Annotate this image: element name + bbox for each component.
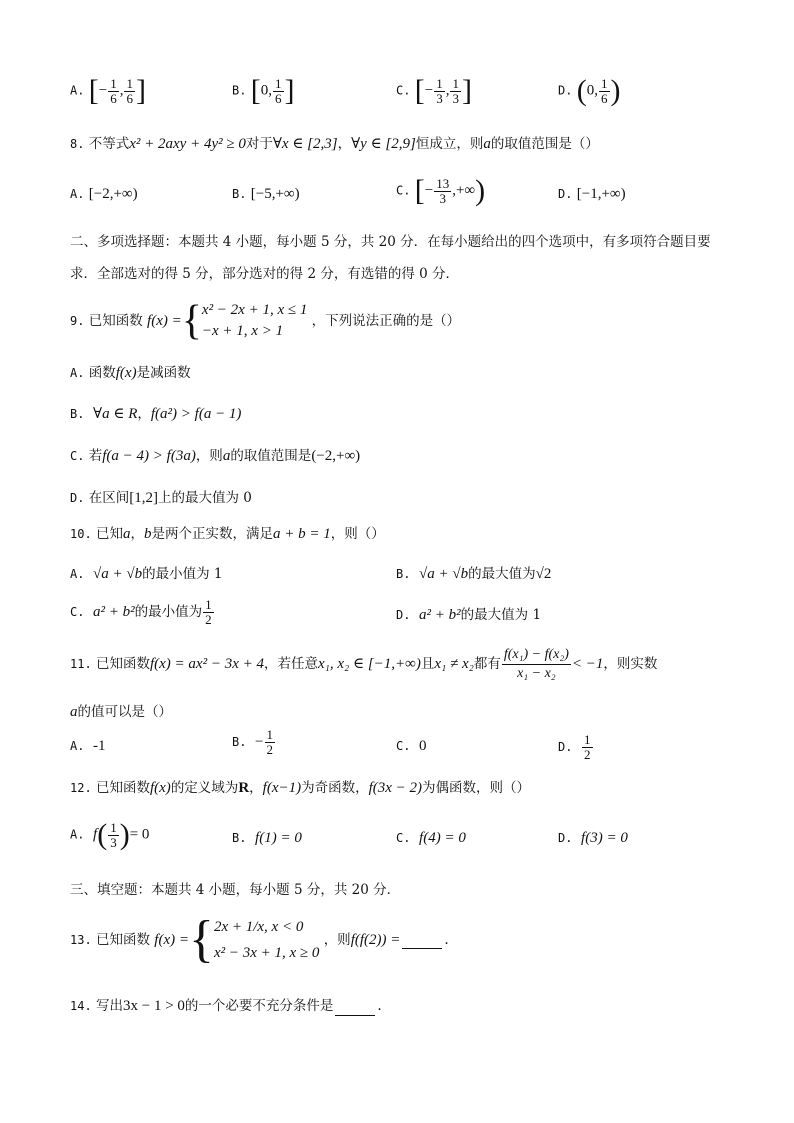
q9-option-b[interactable]: B. ∀a ∈ R，f(a²) > f(a − 1) xyxy=(70,406,242,422)
question-14: 14. 写出3x − 1 > 0的一个必要不充分条件是 . xyxy=(70,998,382,1014)
q12-option-c[interactable]: C. f(4) = 0 xyxy=(396,830,466,846)
q7-option-c[interactable]: C. [− $\frac{1}{3}$ , $\frac{1}{3}$ ] xyxy=(396,74,472,107)
question-11: 11. 已知函数f(x) = ax² − 3x + 4，若任意x₁, x₂ ∈ [−1,+∞)且x₁ ≠ x₂都有 $\frac{\text{f(x₁) − f(x₂)}}{\text{x₁ − x₂}}$ < −1，则实数 xyxy=(70,647,658,681)
q8-option-a[interactable]: A. [−2,+∞) xyxy=(70,186,138,202)
section-3-title: 三、填空题：本题共 4 小题，每小题 5 分，共 20 分． xyxy=(70,882,401,898)
q8-option-c[interactable]: C. [− $\frac{13}{3}$ ,+∞) xyxy=(396,174,486,207)
q10-option-d[interactable]: D. a² + b²的最大值为 1 xyxy=(396,607,542,623)
q10-option-a[interactable]: A. √a + √b的最小值为 1 xyxy=(70,566,223,582)
question-9: 9. 已知函数 f(x) ={ x² − 2x + 1, x ≤ 1 −x + 1, x > 1 ，下列说法正确的是（） xyxy=(70,298,461,344)
question-8: 8. 不等式x² + 2axy + 4y² ≥ 0对于∀x ∈ [2,3]，∀y ∈ [2,9]恒成立，则a的取值范围是（） xyxy=(70,136,599,152)
section-2-line-2: 求．全部选对的得 5 分，部分选对的得 2 分，有选错的得 0 分． xyxy=(70,266,460,282)
question-12: 12. 已知函数f(x)的定义域为R，f(x−1)为奇函数，f(3x − 2)为偶函数，则（） xyxy=(70,780,531,796)
q12-option-d[interactable]: D. f(3) = 0 xyxy=(558,830,628,846)
q14-answer-blank[interactable] xyxy=(335,999,375,1016)
question-11-line-2: a的值可以是（） xyxy=(70,704,172,720)
q7-option-d[interactable]: D. (0, $\frac{1}{6}$ ) xyxy=(558,74,621,107)
q10-option-b[interactable]: B. √a + √b的最大值为√2 xyxy=(396,566,552,582)
q13-answer-blank[interactable] xyxy=(402,932,442,949)
q11-option-a[interactable]: A. -1 xyxy=(70,738,106,754)
q11-option-d[interactable]: D. $\frac{1}{2}$ xyxy=(558,732,591,762)
q9-option-a[interactable]: A. 函数f(x)是减函数 xyxy=(70,365,191,381)
q7-option-b[interactable]: B. [0, $\frac{1}{6}$ ] xyxy=(232,74,295,107)
q8-option-d[interactable]: D. [−1,+∞) xyxy=(558,186,626,202)
q11-option-c[interactable]: C. 0 xyxy=(396,738,427,754)
q8-option-b[interactable]: B. [−5,+∞) xyxy=(232,186,300,202)
q12-option-b[interactable]: B. f(1) = 0 xyxy=(232,830,302,846)
section-2-line-1: 二、多项选择题：本题共 4 小题，每小题 5 分，共 20 分．在每小题给出的四个选项中，有多项符合题目要 xyxy=(70,234,711,250)
q10-option-c[interactable]: C. a² + b²的最小值为 $\frac{1}{2}$ xyxy=(70,597,212,627)
q9-option-d[interactable]: D. 在区间[1,2]上的最大值为 0 xyxy=(70,490,252,506)
q12-option-a[interactable]: A. f( $\frac{1}{3}$ )= 0 xyxy=(70,818,150,851)
q11-option-b[interactable]: B. − $\frac{1}{2}$ xyxy=(232,727,274,757)
question-10: 10. 已知a，b是两个正实数，满足a + b = 1，则（） xyxy=(70,526,385,542)
question-13: 13. 已知函数 f(x) ={ 2x + 1/x, x < 0 x² − 3x + 1, x ≥ 0 ，则f(f(2)) = . xyxy=(70,911,449,968)
q9-option-c[interactable]: C. 若f(a − 4) > f(3a)，则a的取值范围是(−2,+∞) xyxy=(70,448,361,464)
q7-option-a[interactable]: A. [− $\frac{1}{6}$ , $\frac{1}{6}$ ] xyxy=(70,74,146,107)
